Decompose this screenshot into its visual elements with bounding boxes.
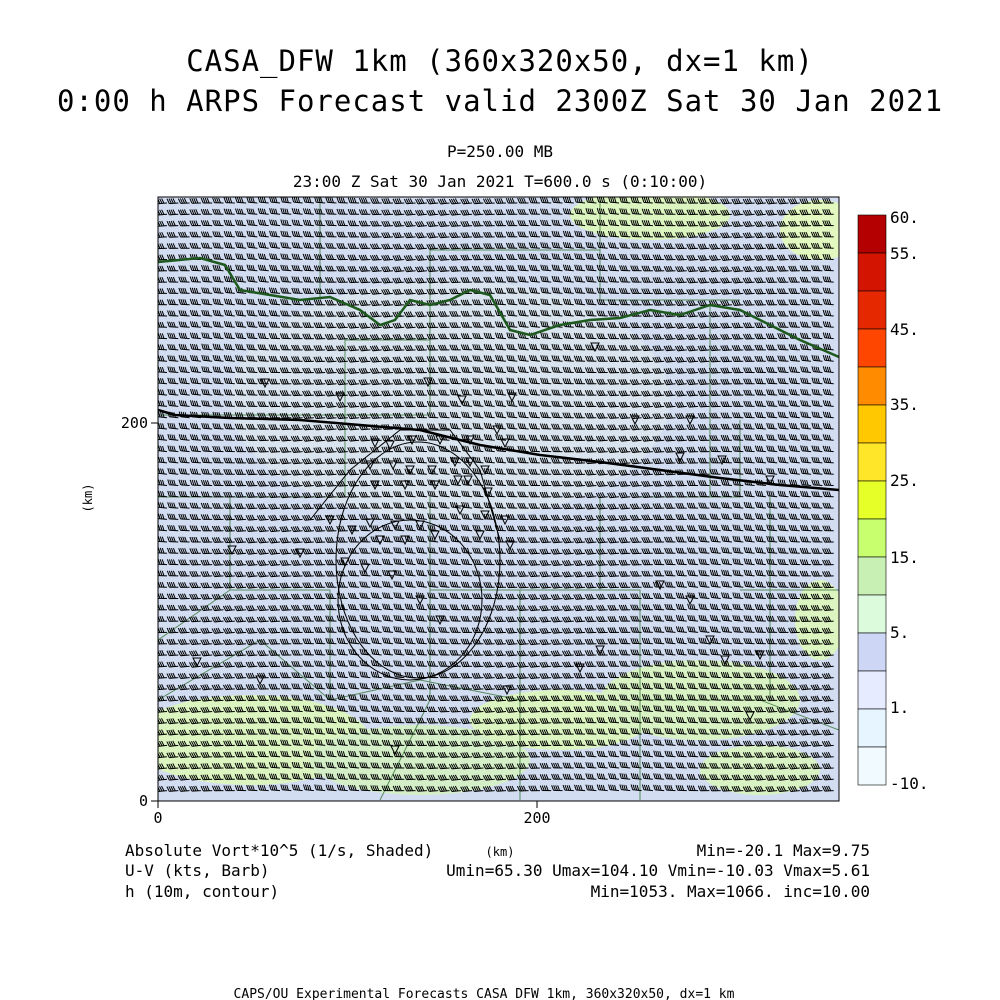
legend-stats-height: Min=1053. Max=1066. inc=10.00 [591, 882, 870, 901]
x-axis-unit: (km) [486, 845, 515, 859]
x-tick-200: 200 [523, 809, 550, 827]
colorbar-label: 55. [890, 244, 919, 263]
legend-field-height: h (10m, contour) [125, 882, 279, 901]
colorbar-label: -10. [890, 774, 929, 793]
pressure-level-label: P=250.00 MB [0, 142, 1000, 161]
y-tick-0: 0 [139, 792, 148, 810]
legend-field-vorticity: Absolute Vort*10^5 (1/s, Shaded) [125, 841, 433, 860]
valid-time-label: 23:00 Z Sat 30 Jan 2021 T=600.0 s (0:10:00) [0, 172, 1000, 191]
vorticity-shading [130, 190, 860, 801]
colorbar-label: 15. [890, 548, 919, 567]
x-tick-0: 0 [153, 809, 162, 827]
footer-credit: CAPS/OU Experimental Forecasts CASA DFW 1km, 360x320x50, dx=1 km [234, 987, 735, 1000]
colorbar-label: 5. [890, 623, 909, 642]
y-axis-unit: (km) [81, 484, 95, 513]
legend-field-wind: U-V (kts, Barb) [125, 861, 270, 880]
colorbar-label: 60. [890, 208, 919, 227]
legend-stats-wind: Umin=65.30 Umax=104.10 Vmin=-10.03 Vmax=5.61 [446, 861, 870, 880]
title-line-2: 0:00 h ARPS Forecast valid 2300Z Sat 30 Jan 2021 [0, 84, 1000, 118]
y-tick-200: 200 [121, 414, 148, 432]
colorbar-label: 25. [890, 471, 919, 490]
colorbar-label: 35. [890, 395, 919, 414]
colorbar-label: 45. [890, 320, 919, 339]
legend-stats-vorticity: Min=-20.1 Max=9.75 [697, 841, 870, 860]
colorbar-label: 1. [890, 698, 909, 717]
title-line-1: CASA_DFW 1km (360x320x50, dx=1 km) [0, 44, 1000, 78]
